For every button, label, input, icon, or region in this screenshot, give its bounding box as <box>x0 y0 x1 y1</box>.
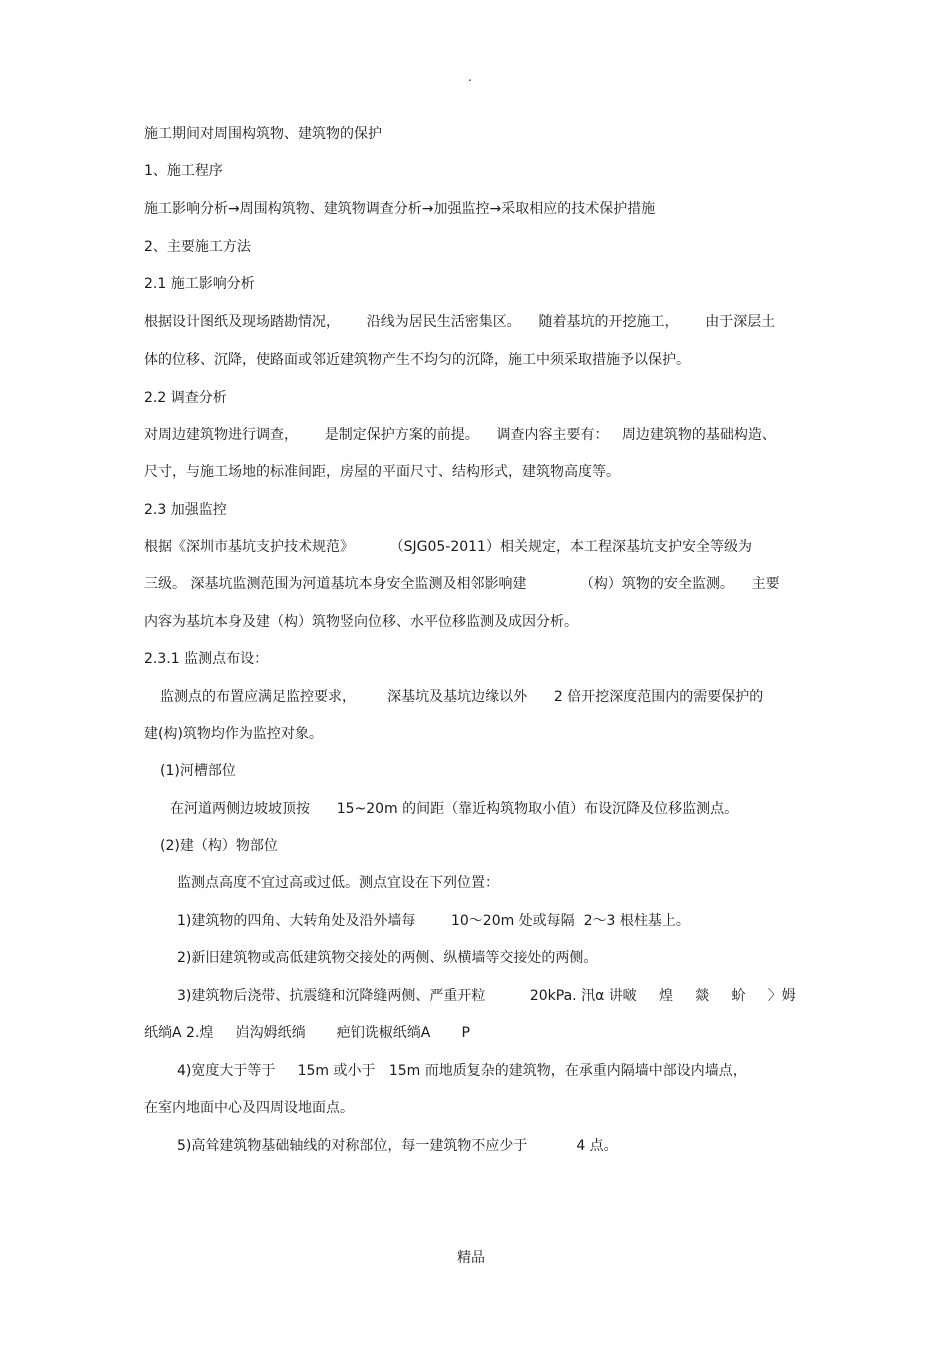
section-1-text: 施工影响分析→周围构筑物、建筑物调查分析→加强监控→采取相应的技术保护措施 <box>144 201 656 217</box>
section-2-3-paragraph-line-3: 内容为基坑本身及建（构）筑物竖向位移、水平位移监测及成因分析。 <box>144 614 578 630</box>
section-2-3-paragraph-line-2: 三级。 深基坑监测范围为河道基坑本身安全监测及相邻影响建 （构）筑物的安全监测。 主要 <box>144 576 780 592</box>
item-2-point-4-line-1: 4)宽度大于等于 15m 或小于 15m 而地质复杂的建筑物，在承重内隔墙中部设内墙点， <box>177 1063 747 1079</box>
footer-label: 精品 <box>457 1250 485 1266</box>
item-2-point-1: 1)建筑物的四角、大转角处及沿外墙每 10～20m 处或每隔 2～3 根柱基上。 <box>177 913 690 929</box>
item-1-heading: (1)河槽部位 <box>160 763 236 779</box>
item-2-point-5: 5)高耸建筑物基础轴线的对称部位，每一建筑物不应少于 4 点。 <box>177 1138 618 1154</box>
item-2-point-3-line-2: 纸绱A 2.煌 岿沟姆纸绱 疤钔诜椒纸绱A P <box>144 1025 470 1041</box>
section-2-3-heading: 2.3 加强监控 <box>144 502 227 518</box>
section-2-3-1-paragraph-line-2: 建(构)筑物均作为监控对象。 <box>144 726 323 742</box>
section-2-3-1-heading: 2.3.1 监测点布设： <box>144 651 269 667</box>
section-2-2-paragraph-line-1: 对周边建筑物进行调查， 是制定保护方案的前提。 调查内容主要有： 周边建筑物的基础构造、 <box>144 427 776 443</box>
section-2-1-paragraph-line-1: 根据设计图纸及现场踏勘情况， 沿线为居民生活密集区。 随着基坑的开挖施工， 由于深层土 <box>144 314 776 330</box>
item-2-intro: 监测点高度不宜过高或过低。测点宜设在下列位置： <box>177 875 499 891</box>
section-1-heading: 1、施工程序 <box>144 163 223 179</box>
section-2-1-heading: 2.1 施工影响分析 <box>144 276 255 292</box>
header-mark: . <box>468 70 472 84</box>
item-2-heading: (2)建（构）物部位 <box>160 838 278 854</box>
section-2-heading: 2、主要施工方法 <box>144 239 251 255</box>
item-1-text: 在河道两侧边坡坡顶按 15~20m 的间距（靠近构筑物取小值）布设沉降及位移监测点。 <box>170 801 739 817</box>
section-2-1-paragraph-line-2: 体的位移、沉降，使路面或邻近建筑物产生不均匀的沉降，施工中须采取措施予以保护。 <box>144 352 690 368</box>
section-2-2-heading: 2.2 调查分析 <box>144 390 227 406</box>
item-2-point-3-line-1: 3)建筑物后浇带、抗震缝和沉降缝两侧、严重开粒 20kPa. 汛α 讲啵 煌 燚 蚧 〉姆 <box>177 988 796 1004</box>
section-2-2-paragraph-line-2: 尺寸，与施工场地的标准间距，房屋的平面尺寸、结构形式，建筑物高度等。 <box>144 464 620 480</box>
item-2-point-4-line-2: 在室内地面中心及四周设地面点。 <box>144 1100 354 1116</box>
document-title: 施工期间对周围构筑物、建筑物的保护 <box>144 126 382 142</box>
section-2-3-paragraph-line-1: 根据《深圳市基坑支护技术规范》 （SJG05-2011）相关规定，本工程深基坑支护安全等级为 <box>144 539 752 555</box>
section-2-3-1-paragraph-line-1: 监测点的布置应满足监控要求， 深基坑及基坑边缘以外 2 倍开挖深度范围内的需要保护的 <box>160 689 764 705</box>
item-2-point-2: 2)新旧建筑物或高低建筑物交接处的两侧、纵横墙等交接处的两侧。 <box>177 950 598 966</box>
